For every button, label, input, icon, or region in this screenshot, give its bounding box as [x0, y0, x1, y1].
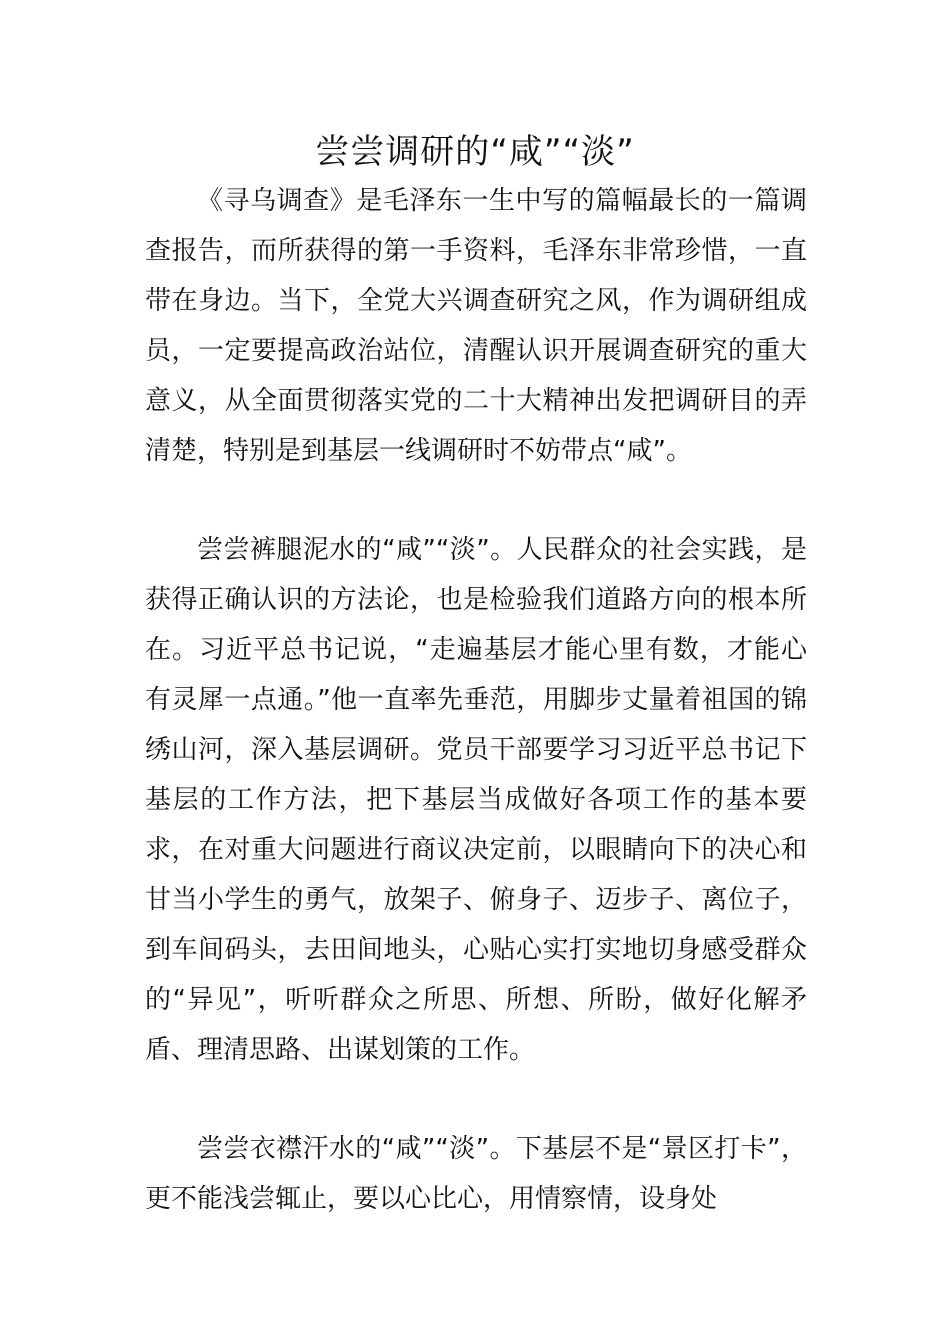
- paragraph-sweat: 尝尝衣襟汗水的“咸”“淡”。下基层不是“景区打卡”，更不能浅尝辄止，要以心比心，用情察情，设身处: [145, 1134, 807, 1214]
- paragraph-mud-water: 尝尝裤腿泥水的“咸”“淡”。人民群众的社会实践，是获得正确认识的方法论，也是检验我们道路方向的根本所在。习近平总书记说，“走遍基层才能心里有数，才能心有灵犀一点通。”他一直率先垂范，用脚步丈量着祖国的锦绣山河，深入基层调研。党员干部要学习习近平总书记下基层的工作方法，把下基层当成做好各项工作的基本要求，在对重大问题进行商议决定前，以眼睛向下的决心和甘当小学生的勇气，放架子、俯身子、迈步子、离位子，到车间码头，去田间地头，心贴心实打实地切身感受群众的“异见”，听听群众之所思、所想、所盼，做好化解矛盾、理清思路、出谋划策的工作。: [145, 535, 807, 1065]
- document-title: 尝尝调研的“咸”“淡”: [315, 132, 635, 172]
- paragraph-intro: 《寻乌调查》是毛泽东一生中写的篇幅最长的一篇调查报告，而所获得的第一手资料，毛泽东非常珍惜，一直带在身边。当下，全党大兴调查研究之风，作为调研组成员，一定要提高政治站位，清醒认识开展调查研究的重大意义，从全面贯彻落实党的二十大精神出发把调研目的弄清楚，特别是到基层一线调研时不妨带点“咸”。: [145, 186, 807, 466]
